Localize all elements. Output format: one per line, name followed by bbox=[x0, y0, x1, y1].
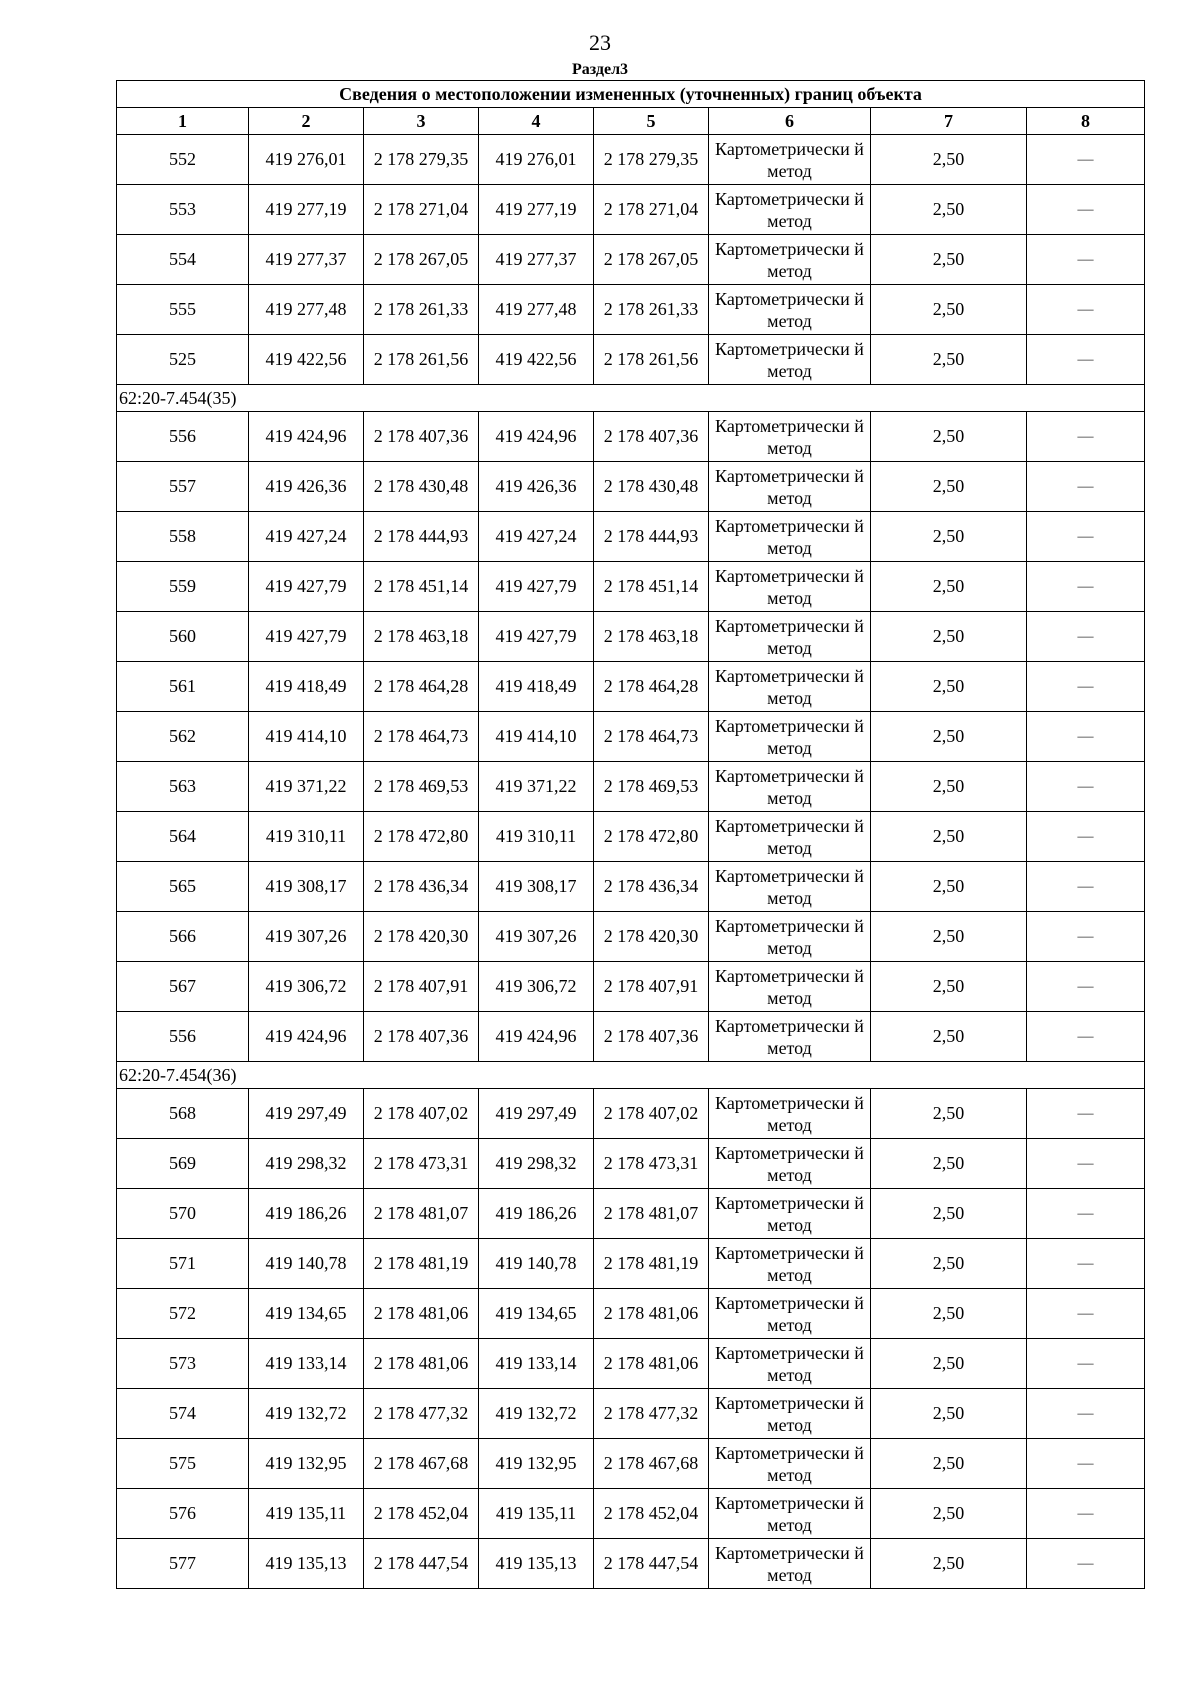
point-number-cell: 558 bbox=[117, 512, 249, 562]
group-header-row bbox=[117, 385, 1145, 412]
point-number-cell: 567 bbox=[117, 962, 249, 1012]
table-row bbox=[117, 1189, 1145, 1239]
section-label: Раздел3 bbox=[571, 61, 629, 78]
point-number-cell: 565 bbox=[117, 862, 249, 912]
precision-cell: 2,50 bbox=[871, 862, 1027, 912]
x-coordinate-cell: 419 133,14 bbox=[479, 1339, 594, 1389]
table-row bbox=[117, 1289, 1145, 1339]
method-cell: Картометрически й метод bbox=[709, 185, 871, 235]
method-cell: Картометрически й метод bbox=[709, 562, 871, 612]
x-coordinate-cell: 419 186,26 bbox=[479, 1189, 594, 1239]
point-number-cell: 562 bbox=[117, 712, 249, 762]
y-coordinate-cell: 2 178 261,33 bbox=[594, 285, 709, 335]
y-coordinate-cell: 2 178 481,06 bbox=[594, 1289, 709, 1339]
y-coordinate-cell: 2 178 430,48 bbox=[364, 462, 479, 512]
y-coordinate-cell: 2 178 481,19 bbox=[364, 1239, 479, 1289]
coordinates-table bbox=[116, 80, 1145, 1589]
point-number-cell: 554 bbox=[117, 235, 249, 285]
table-row bbox=[117, 912, 1145, 962]
y-coordinate-cell: 2 178 444,93 bbox=[364, 512, 479, 562]
precision-cell: 2,50 bbox=[871, 412, 1027, 462]
y-coordinate-cell: 2 178 261,33 bbox=[364, 285, 479, 335]
y-coordinate-cell: 2 178 452,04 bbox=[364, 1489, 479, 1539]
note-cell: — bbox=[1027, 1389, 1145, 1439]
precision-cell: 2,50 bbox=[871, 1189, 1027, 1239]
note-cell: — bbox=[1027, 1189, 1145, 1239]
point-number-cell: 559 bbox=[117, 562, 249, 612]
point-number-cell: 555 bbox=[117, 285, 249, 335]
note-cell: — bbox=[1027, 1489, 1145, 1539]
table-row bbox=[117, 1389, 1145, 1439]
x-coordinate-cell: 419 134,65 bbox=[249, 1289, 364, 1339]
y-coordinate-cell: 2 178 451,14 bbox=[364, 562, 479, 612]
method-cell: Картометрически й метод bbox=[709, 712, 871, 762]
column-header: 5 bbox=[594, 108, 709, 135]
x-coordinate-cell: 419 135,11 bbox=[479, 1489, 594, 1539]
x-coordinate-cell: 419 132,95 bbox=[479, 1439, 594, 1489]
precision-cell: 2,50 bbox=[871, 1339, 1027, 1389]
precision-cell: 2,50 bbox=[871, 1089, 1027, 1139]
x-coordinate-cell: 419 310,11 bbox=[249, 812, 364, 862]
x-coordinate-cell: 419 418,49 bbox=[479, 662, 594, 712]
table-row bbox=[117, 512, 1145, 562]
table-row bbox=[117, 1089, 1145, 1139]
x-coordinate-cell: 419 308,17 bbox=[479, 862, 594, 912]
table-row bbox=[117, 962, 1145, 1012]
y-coordinate-cell: 2 178 464,73 bbox=[364, 712, 479, 762]
precision-cell: 2,50 bbox=[871, 1012, 1027, 1062]
point-number-cell: 566 bbox=[117, 912, 249, 962]
y-coordinate-cell: 2 178 481,06 bbox=[364, 1289, 479, 1339]
table-row bbox=[117, 412, 1145, 462]
note-cell: — bbox=[1027, 912, 1145, 962]
method-cell: Картометрически й метод bbox=[709, 1239, 871, 1289]
point-number-cell: 573 bbox=[117, 1339, 249, 1389]
x-coordinate-cell: 419 135,13 bbox=[479, 1539, 594, 1589]
y-coordinate-cell: 2 178 469,53 bbox=[594, 762, 709, 812]
x-coordinate-cell: 419 426,36 bbox=[249, 462, 364, 512]
note-cell: — bbox=[1027, 762, 1145, 812]
x-coordinate-cell: 419 277,19 bbox=[249, 185, 364, 235]
note-cell: — bbox=[1027, 1539, 1145, 1589]
table-row bbox=[117, 1339, 1145, 1389]
x-coordinate-cell: 419 308,17 bbox=[249, 862, 364, 912]
method-cell: Картометрически й метод bbox=[709, 612, 871, 662]
method-cell: Картометрически й метод bbox=[709, 412, 871, 462]
precision-cell: 2,50 bbox=[871, 812, 1027, 862]
note-cell: — bbox=[1027, 1012, 1145, 1062]
x-coordinate-cell: 419 427,24 bbox=[479, 512, 594, 562]
y-coordinate-cell: 2 178 279,35 bbox=[594, 135, 709, 185]
x-coordinate-cell: 419 307,26 bbox=[249, 912, 364, 962]
x-coordinate-cell: 419 297,49 bbox=[249, 1089, 364, 1139]
column-header: 2 bbox=[249, 108, 364, 135]
x-coordinate-cell: 419 132,72 bbox=[249, 1389, 364, 1439]
x-coordinate-cell: 419 298,32 bbox=[249, 1139, 364, 1189]
note-cell: — bbox=[1027, 862, 1145, 912]
point-number-cell: 556 bbox=[117, 412, 249, 462]
method-cell: Картометрически й метод bbox=[709, 912, 871, 962]
point-number-cell: 571 bbox=[117, 1239, 249, 1289]
point-number-cell: 525 bbox=[117, 335, 249, 385]
column-header: 7 bbox=[871, 108, 1027, 135]
y-coordinate-cell: 2 178 407,91 bbox=[594, 962, 709, 1012]
precision-cell: 2,50 bbox=[871, 285, 1027, 335]
note-cell: — bbox=[1027, 285, 1145, 335]
method-cell: Картометрически й метод bbox=[709, 235, 871, 285]
y-coordinate-cell: 2 178 451,14 bbox=[594, 562, 709, 612]
group-label: 62:20-7.454(36) bbox=[117, 1062, 1145, 1089]
table-row bbox=[117, 1439, 1145, 1489]
point-number-cell: 570 bbox=[117, 1189, 249, 1239]
method-cell: Картометрически й метод bbox=[709, 1289, 871, 1339]
x-coordinate-cell: 419 427,24 bbox=[249, 512, 364, 562]
table-row bbox=[117, 612, 1145, 662]
x-coordinate-cell: 419 427,79 bbox=[249, 612, 364, 662]
x-coordinate-cell: 419 371,22 bbox=[479, 762, 594, 812]
x-coordinate-cell: 419 427,79 bbox=[479, 562, 594, 612]
table-row bbox=[117, 1239, 1145, 1289]
y-coordinate-cell: 2 178 473,31 bbox=[364, 1139, 479, 1189]
y-coordinate-cell: 2 178 436,34 bbox=[364, 862, 479, 912]
x-coordinate-cell: 419 277,37 bbox=[249, 235, 364, 285]
y-coordinate-cell: 2 178 267,05 bbox=[594, 235, 709, 285]
table-body bbox=[117, 135, 1145, 1589]
point-number-cell: 572 bbox=[117, 1289, 249, 1339]
note-cell: — bbox=[1027, 335, 1145, 385]
y-coordinate-cell: 2 178 407,02 bbox=[364, 1089, 479, 1139]
point-number-cell: 574 bbox=[117, 1389, 249, 1439]
method-cell: Картометрически й метод bbox=[709, 812, 871, 862]
note-cell: — bbox=[1027, 712, 1145, 762]
y-coordinate-cell: 2 178 407,02 bbox=[594, 1089, 709, 1139]
x-coordinate-cell: 419 277,19 bbox=[479, 185, 594, 235]
y-coordinate-cell: 2 178 430,48 bbox=[594, 462, 709, 512]
precision-cell: 2,50 bbox=[871, 1489, 1027, 1539]
y-coordinate-cell: 2 178 463,18 bbox=[364, 612, 479, 662]
y-coordinate-cell: 2 178 267,05 bbox=[364, 235, 479, 285]
precision-cell: 2,50 bbox=[871, 712, 1027, 762]
y-coordinate-cell: 2 178 464,73 bbox=[594, 712, 709, 762]
method-cell: Картометрически й метод bbox=[709, 335, 871, 385]
note-cell: — bbox=[1027, 962, 1145, 1012]
group-label: 62:20-7.454(35) bbox=[117, 385, 1145, 412]
y-coordinate-cell: 2 178 481,19 bbox=[594, 1239, 709, 1289]
table-row bbox=[117, 762, 1145, 812]
x-coordinate-cell: 419 427,79 bbox=[249, 562, 364, 612]
table-row bbox=[117, 1539, 1145, 1589]
precision-cell: 2,50 bbox=[871, 612, 1027, 662]
precision-cell: 2,50 bbox=[871, 962, 1027, 1012]
y-coordinate-cell: 2 178 481,06 bbox=[364, 1339, 479, 1389]
column-header: 4 bbox=[479, 108, 594, 135]
y-coordinate-cell: 2 178 407,36 bbox=[594, 1012, 709, 1062]
point-number-cell: 561 bbox=[117, 662, 249, 712]
x-coordinate-cell: 419 414,10 bbox=[479, 712, 594, 762]
note-cell: — bbox=[1027, 812, 1145, 862]
y-coordinate-cell: 2 178 447,54 bbox=[594, 1539, 709, 1589]
table-row bbox=[117, 235, 1145, 285]
point-number-cell: 556 bbox=[117, 1012, 249, 1062]
method-cell: Картометрически й метод bbox=[709, 1389, 871, 1439]
table-row bbox=[117, 812, 1145, 862]
y-coordinate-cell: 2 178 464,28 bbox=[364, 662, 479, 712]
precision-cell: 2,50 bbox=[871, 912, 1027, 962]
table-row bbox=[117, 335, 1145, 385]
method-cell: Картометрически й метод bbox=[709, 962, 871, 1012]
y-coordinate-cell: 2 178 420,30 bbox=[364, 912, 479, 962]
table-row bbox=[117, 1489, 1145, 1539]
point-number-cell: 557 bbox=[117, 462, 249, 512]
x-coordinate-cell: 419 422,56 bbox=[249, 335, 364, 385]
x-coordinate-cell: 419 132,72 bbox=[479, 1389, 594, 1439]
point-number-cell: 576 bbox=[117, 1489, 249, 1539]
precision-cell: 2,50 bbox=[871, 235, 1027, 285]
y-coordinate-cell: 2 178 407,36 bbox=[594, 412, 709, 462]
x-coordinate-cell: 419 132,95 bbox=[249, 1439, 364, 1489]
point-number-cell: 569 bbox=[117, 1139, 249, 1189]
x-coordinate-cell: 419 424,96 bbox=[479, 412, 594, 462]
y-coordinate-cell: 2 178 467,68 bbox=[594, 1439, 709, 1489]
x-coordinate-cell: 419 307,26 bbox=[479, 912, 594, 962]
x-coordinate-cell: 419 135,13 bbox=[249, 1539, 364, 1589]
precision-cell: 2,50 bbox=[871, 1289, 1027, 1339]
x-coordinate-cell: 419 186,26 bbox=[249, 1189, 364, 1239]
y-coordinate-cell: 2 178 271,04 bbox=[364, 185, 479, 235]
note-cell: — bbox=[1027, 612, 1145, 662]
x-coordinate-cell: 419 306,72 bbox=[249, 962, 364, 1012]
table-row bbox=[117, 185, 1145, 235]
point-number-cell: 563 bbox=[117, 762, 249, 812]
group-header-row bbox=[117, 1062, 1145, 1089]
x-coordinate-cell: 419 414,10 bbox=[249, 712, 364, 762]
precision-cell: 2,50 bbox=[871, 185, 1027, 235]
table-row bbox=[117, 562, 1145, 612]
precision-cell: 2,50 bbox=[871, 135, 1027, 185]
x-coordinate-cell: 419 277,37 bbox=[479, 235, 594, 285]
y-coordinate-cell: 2 178 472,80 bbox=[594, 812, 709, 862]
method-cell: Картометрически й метод bbox=[709, 1012, 871, 1062]
point-number-cell: 553 bbox=[117, 185, 249, 235]
table-row bbox=[117, 1012, 1145, 1062]
y-coordinate-cell: 2 178 407,91 bbox=[364, 962, 479, 1012]
y-coordinate-cell: 2 178 472,80 bbox=[364, 812, 479, 862]
method-cell: Картометрически й метод bbox=[709, 512, 871, 562]
method-cell: Картометрически й метод bbox=[709, 1439, 871, 1489]
note-cell: — bbox=[1027, 1289, 1145, 1339]
method-cell: Картометрически й метод bbox=[709, 1189, 871, 1239]
method-cell: Картометрически й метод bbox=[709, 1139, 871, 1189]
note-cell: — bbox=[1027, 185, 1145, 235]
x-coordinate-cell: 419 371,22 bbox=[249, 762, 364, 812]
point-number-cell: 560 bbox=[117, 612, 249, 662]
x-coordinate-cell: 419 140,78 bbox=[249, 1239, 364, 1289]
precision-cell: 2,50 bbox=[871, 562, 1027, 612]
x-coordinate-cell: 419 277,48 bbox=[479, 285, 594, 335]
note-cell: — bbox=[1027, 412, 1145, 462]
y-coordinate-cell: 2 178 464,28 bbox=[594, 662, 709, 712]
precision-cell: 2,50 bbox=[871, 1539, 1027, 1589]
note-cell: — bbox=[1027, 1139, 1145, 1189]
y-coordinate-cell: 2 178 473,31 bbox=[594, 1139, 709, 1189]
column-header: 8 bbox=[1027, 108, 1145, 135]
x-coordinate-cell: 419 424,96 bbox=[479, 1012, 594, 1062]
x-coordinate-cell: 419 424,96 bbox=[249, 1012, 364, 1062]
note-cell: — bbox=[1027, 1239, 1145, 1289]
y-coordinate-cell: 2 178 271,04 bbox=[594, 185, 709, 235]
table-row bbox=[117, 462, 1145, 512]
method-cell: Картометрически й метод bbox=[709, 1089, 871, 1139]
point-number-cell: 552 bbox=[117, 135, 249, 185]
y-coordinate-cell: 2 178 452,04 bbox=[594, 1489, 709, 1539]
y-coordinate-cell: 2 178 463,18 bbox=[594, 612, 709, 662]
point-number-cell: 568 bbox=[117, 1089, 249, 1139]
note-cell: — bbox=[1027, 1339, 1145, 1389]
x-coordinate-cell: 419 277,48 bbox=[249, 285, 364, 335]
precision-cell: 2,50 bbox=[871, 1139, 1027, 1189]
note-cell: — bbox=[1027, 562, 1145, 612]
y-coordinate-cell: 2 178 420,30 bbox=[594, 912, 709, 962]
note-cell: — bbox=[1027, 1439, 1145, 1489]
precision-cell: 2,50 bbox=[871, 1389, 1027, 1439]
point-number-cell: 564 bbox=[117, 812, 249, 862]
precision-cell: 2,50 bbox=[871, 662, 1027, 712]
point-number-cell: 577 bbox=[117, 1539, 249, 1589]
column-header: 1 bbox=[117, 108, 249, 135]
precision-cell: 2,50 bbox=[871, 1239, 1027, 1289]
method-cell: Картометрически й метод bbox=[709, 1339, 871, 1389]
x-coordinate-cell: 419 298,32 bbox=[479, 1139, 594, 1189]
precision-cell: 2,50 bbox=[871, 335, 1027, 385]
y-coordinate-cell: 2 178 407,36 bbox=[364, 412, 479, 462]
note-cell: — bbox=[1027, 512, 1145, 562]
column-header-row bbox=[117, 108, 1145, 135]
x-coordinate-cell: 419 422,56 bbox=[479, 335, 594, 385]
x-coordinate-cell: 419 310,11 bbox=[479, 812, 594, 862]
x-coordinate-cell: 419 418,49 bbox=[249, 662, 364, 712]
y-coordinate-cell: 2 178 469,53 bbox=[364, 762, 479, 812]
x-coordinate-cell: 419 427,79 bbox=[479, 612, 594, 662]
precision-cell: 2,50 bbox=[871, 762, 1027, 812]
table-title: Сведения о местоположении измененных (уточненных) границ объекта bbox=[117, 81, 1145, 108]
y-coordinate-cell: 2 178 261,56 bbox=[594, 335, 709, 385]
note-cell: — bbox=[1027, 462, 1145, 512]
y-coordinate-cell: 2 178 444,93 bbox=[594, 512, 709, 562]
method-cell: Картометрически й метод bbox=[709, 1489, 871, 1539]
y-coordinate-cell: 2 178 447,54 bbox=[364, 1539, 479, 1589]
column-header: 3 bbox=[364, 108, 479, 135]
note-cell: — bbox=[1027, 662, 1145, 712]
method-cell: Картометрически й метод bbox=[709, 285, 871, 335]
method-cell: Картометрически й метод bbox=[709, 462, 871, 512]
method-cell: Картометрически й метод bbox=[709, 862, 871, 912]
y-coordinate-cell: 2 178 477,32 bbox=[594, 1389, 709, 1439]
note-cell: — bbox=[1027, 235, 1145, 285]
x-coordinate-cell: 419 306,72 bbox=[479, 962, 594, 1012]
x-coordinate-cell: 419 140,78 bbox=[479, 1239, 594, 1289]
y-coordinate-cell: 2 178 481,06 bbox=[594, 1339, 709, 1389]
x-coordinate-cell: 419 297,49 bbox=[479, 1089, 594, 1139]
x-coordinate-cell: 419 276,01 bbox=[249, 135, 364, 185]
table-row bbox=[117, 662, 1145, 712]
method-cell: Картометрически й метод bbox=[709, 1539, 871, 1589]
point-number-cell: 575 bbox=[117, 1439, 249, 1489]
y-coordinate-cell: 2 178 467,68 bbox=[364, 1439, 479, 1489]
y-coordinate-cell: 2 178 279,35 bbox=[364, 135, 479, 185]
x-coordinate-cell: 419 276,01 bbox=[479, 135, 594, 185]
method-cell: Картометрически й метод bbox=[709, 662, 871, 712]
table-row bbox=[117, 1139, 1145, 1189]
y-coordinate-cell: 2 178 407,36 bbox=[364, 1012, 479, 1062]
y-coordinate-cell: 2 178 477,32 bbox=[364, 1389, 479, 1439]
x-coordinate-cell: 419 135,11 bbox=[249, 1489, 364, 1539]
x-coordinate-cell: 419 133,14 bbox=[249, 1339, 364, 1389]
note-cell: — bbox=[1027, 135, 1145, 185]
table-row bbox=[117, 285, 1145, 335]
table-row bbox=[117, 862, 1145, 912]
x-coordinate-cell: 419 426,36 bbox=[479, 462, 594, 512]
y-coordinate-cell: 2 178 436,34 bbox=[594, 862, 709, 912]
table-row bbox=[117, 135, 1145, 185]
y-coordinate-cell: 2 178 481,07 bbox=[594, 1189, 709, 1239]
precision-cell: 2,50 bbox=[871, 512, 1027, 562]
table-row bbox=[117, 712, 1145, 762]
method-cell: Картометрически й метод bbox=[709, 762, 871, 812]
column-header: 6 bbox=[709, 108, 871, 135]
x-coordinate-cell: 419 134,65 bbox=[479, 1289, 594, 1339]
x-coordinate-cell: 419 424,96 bbox=[249, 412, 364, 462]
y-coordinate-cell: 2 178 261,56 bbox=[364, 335, 479, 385]
page-number: 23 bbox=[589, 30, 611, 55]
y-coordinate-cell: 2 178 481,07 bbox=[364, 1189, 479, 1239]
method-cell: Картометрически й метод bbox=[709, 135, 871, 185]
precision-cell: 2,50 bbox=[871, 462, 1027, 512]
precision-cell: 2,50 bbox=[871, 1439, 1027, 1489]
note-cell: — bbox=[1027, 1089, 1145, 1139]
